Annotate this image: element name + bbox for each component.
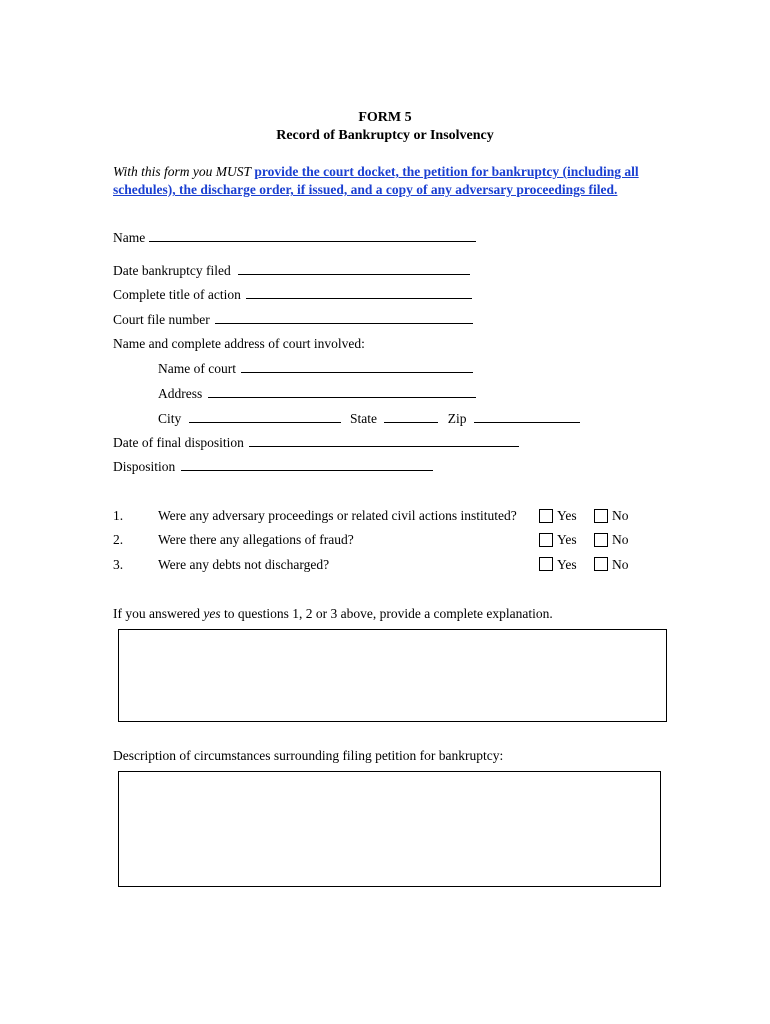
question-3-yes-checkbox[interactable] xyxy=(539,557,553,571)
question-3-no-label: No xyxy=(612,557,629,572)
question-1-no-checkbox[interactable] xyxy=(594,509,608,523)
question-3-yes-label: Yes xyxy=(557,557,577,572)
name-row xyxy=(113,229,476,246)
title-action-row xyxy=(113,286,472,303)
circumstances-label: Description of circumstances surrounding filing petition for bankruptcy: xyxy=(113,748,504,763)
explanation-prompt xyxy=(113,606,553,622)
name-label: Name xyxy=(113,230,146,245)
final-disposition-date-label: Date of final disposition xyxy=(113,435,244,450)
circumstances-textbox[interactable] xyxy=(118,771,661,887)
explanation-suffix: to questions 1, 2 or 3 above, provide a complete explanation. xyxy=(223,606,553,621)
question-1-number: 1. xyxy=(113,508,124,523)
city-state-zip-row xyxy=(158,410,580,427)
question-2-text: Were there any allegations of fraud? xyxy=(158,532,354,547)
explanation-yes-word: yes xyxy=(203,606,221,621)
question-2-no-checkbox[interactable] xyxy=(594,533,608,547)
date-filed-row xyxy=(113,262,470,279)
zip-field[interactable] xyxy=(474,410,580,423)
court-name-row xyxy=(158,360,473,377)
explanation-prefix: If you answered xyxy=(113,606,200,621)
disposition-label: Disposition xyxy=(113,459,176,474)
address-label: Address xyxy=(158,386,203,401)
state-field[interactable] xyxy=(384,410,438,423)
court-address-heading: Name and complete address of court involved: xyxy=(113,336,365,351)
question-3-number: 3. xyxy=(113,557,124,572)
court-file-row xyxy=(113,311,473,328)
question-3-text: Were any debts not discharged? xyxy=(158,557,330,572)
intro-text xyxy=(113,163,673,199)
question-2-number: 2. xyxy=(113,532,124,547)
city-field[interactable] xyxy=(189,410,341,423)
state-label: State xyxy=(350,411,378,426)
city-label: City xyxy=(158,411,182,426)
name-field[interactable] xyxy=(149,229,476,242)
date-filed-label: Date bankruptcy filed xyxy=(113,263,231,278)
title-action-field[interactable] xyxy=(246,286,472,299)
final-disposition-date-row xyxy=(113,434,519,451)
court-file-field[interactable] xyxy=(215,311,473,324)
court-name-label: Name of court xyxy=(158,361,236,376)
form-title: Record of Bankruptcy or Insolvency xyxy=(276,128,494,143)
title-action-label: Complete title of action xyxy=(113,287,241,302)
question-1-no-label: No xyxy=(612,508,629,523)
intro-requirements-link[interactable]: provide the court docket, the petition for bankruptcy (including all schedules), the discharge order, if issued, and a copy of any adversary proceedings filed. xyxy=(113,164,639,197)
final-disposition-date-field[interactable] xyxy=(249,434,519,447)
date-filed-field[interactable] xyxy=(238,262,470,275)
question-3-no-checkbox[interactable] xyxy=(594,557,608,571)
address-row xyxy=(158,385,476,402)
question-1-text: Were any adversary proceedings or related civil actions instituted? xyxy=(158,508,517,523)
question-1-yes-label: Yes xyxy=(557,508,577,523)
form-number: FORM 5 xyxy=(358,110,412,125)
question-1-yes-checkbox[interactable] xyxy=(539,509,553,523)
question-2-yes-checkbox[interactable] xyxy=(539,533,553,547)
address-field[interactable] xyxy=(208,385,476,398)
disposition-field[interactable] xyxy=(181,458,433,471)
explanation-textbox[interactable] xyxy=(118,629,667,722)
question-2-yes-label: Yes xyxy=(557,532,577,547)
disposition-row xyxy=(113,458,433,475)
court-name-field[interactable] xyxy=(241,360,473,373)
zip-label: Zip xyxy=(447,411,467,426)
intro-prefix: With this form you MUST xyxy=(113,164,252,179)
question-2-no-label: No xyxy=(612,532,629,547)
court-file-label: Court file number xyxy=(113,312,210,327)
